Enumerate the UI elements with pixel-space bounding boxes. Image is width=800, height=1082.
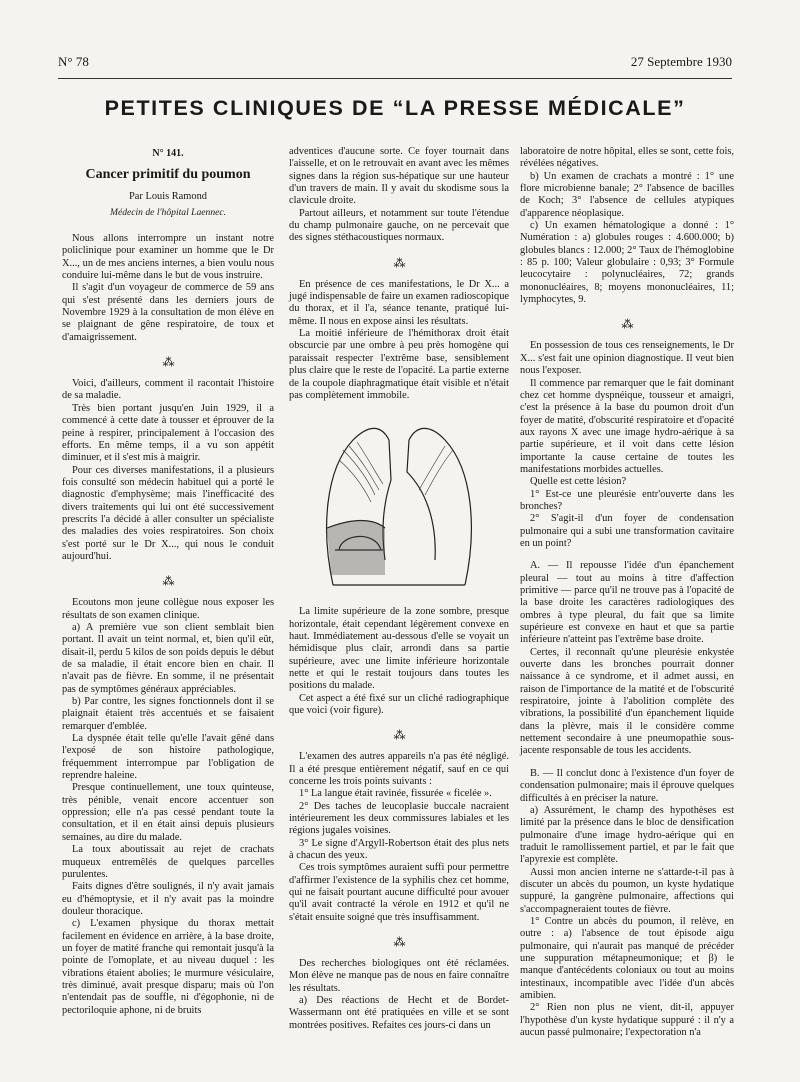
column-3 [520, 146, 734, 1039]
paragraph: a) A première vue son client semblait bien portant. Il avait un teint normal, et, bien qu'il eût, disait-il, perdu 5 kilos de son poids depuis le début de sa maladie, il était encore bien en chair. Il n'avait pas de fièvre. En somme, il ne présentait pas de symptômes généraux appréciables. [62, 621, 274, 695]
journal-banner: PETITES CLINIQUES DE “LA PRESSE MÉDICALE” [104, 96, 686, 120]
article-author: Par Louis Ramond [129, 191, 207, 203]
paragraph: Des recherches biologiques ont été réclamées. Mon élève ne manque pas de nous en faire connaître les résultats. [289, 958, 509, 994]
paragraph: La dyspnée était telle qu'elle l'avait gêné dans l'exposé de son histoire pathologique, fréquemment interrompue par l'obligation de reprendre haleine. [62, 733, 274, 782]
paragraph: 2° Des taches de leucoplasie buccale nacraient intérieurement les deux commissures labiales et les régions jugales voisines. [289, 800, 509, 837]
paragraph: 1° Contre un abcès du poumon, il relève, en outre : a) l'absence de tout épisode aigu pulmonaire, qui n'aurait pas manqué de précéder une suppuration métapneumonique; et β) le manque d'antécédents coloniaux ou tout au moins intestinaux, incompatible avec l'idée d'un abcès amibien. [520, 915, 734, 1001]
section-asterism: ⁂ [393, 255, 405, 270]
article-title: Cancer primitif du poumon [85, 167, 251, 183]
paragraph: 1° Est-ce une pleurésie entr'ouverte dans les bronches? [520, 488, 734, 512]
header-rule [58, 78, 732, 79]
paragraph: Ces trois symptômes auraient suffi pour permettre d'affirmer l'existence de la syphilis chez cet homme, qui ne faisait pourtant aucune difficulté pour avouer qu'il avait contracté la vérole en 1912 et qu'il ne s'était ensuite soigné que très insuffisamment. [289, 862, 509, 923]
paragraph: La moitié inférieure de l'hémithorax droit était obscurcie par une ombre à peu près homogène qui paraissait respecter l'extrême base, sensiblement plus claire que le reste de l'opacité. La partie externe de la coupole diaphragmatique était visible et n'était pas complètement immobile. [289, 328, 509, 401]
paragraph: Presque continuellement, une toux quinteuse, très pénible, venait encore accentuer son oppression; elle n'a pas cessé pendant toute la consultation, et il en était ainsi depuis plusieurs semaines, au dire du malade. [62, 782, 274, 843]
paragraph: A. — Il repousse l'idée d'un épanchement pleural — tout au moins à titre d'affection primitive — parce qu'il ne trouve pas à l'opacité de la base droite les caractères radiologiques des ombres à type pleural, du fait que sa limite supérieure est convexe en haut et que sa partie inférieure n'atteint pas l'extrême base droite. [520, 560, 734, 646]
paragraph: Voici, d'ailleurs, comment il racontait l'histoire de sa maladie. [62, 378, 274, 402]
section-asterism: ⁂ [393, 728, 405, 743]
column-2 [289, 146, 509, 1032]
paragraph: 2° S'agit-il d'un foyer de condensation pulmonaire qui a subi une transformation cavitaire en un point? [520, 513, 734, 549]
paragraph: b) Par contre, les signes fonctionnels dont il se plaignait étaient très accentués et se faisaient remarquer d'emblée. [62, 696, 274, 732]
paragraph: c) L'examen physique du thorax mettait facilement en évidence en arrière, à la base droite, un foyer de matité franche qui remontait jusqu'à la pointe de l'omoplate, et au niveau duquel : les vibrations étaient abolies; le murmure vésiculaire, très diminué, avait presque disparu; mais où l'on n'entendait pas de souffle, ni d'égophonie, ni de pectoriloquie aphone, ni de bruits [62, 918, 274, 1016]
section-asterism: ⁂ [162, 574, 174, 589]
paragraph: Certes, il reconnaît qu'une pleurésie enkystée ouverte dans les bronches pourrait donner naissance à ce syndrome, et il admet aussi, en raison de l'importance de la matité et de l'obscurité respiratoire, jointe à l'abolition complète des vibrations, la possibilité d'un épanchement liquide dans la plèvre, mais il le considère comme nettement secondaire à une pneumopathie sous-jacente responsable de tous les accidents. [520, 646, 734, 757]
paragraph: La limite supérieure de la zone sombre, presque horizontale, était cependant légèrement convexe en haut. Immédiatement au-dessous d'elle se voyait un hémidisque plus clair, arrondi dans sa partie supérieure, avec une limite inférieure horizontale nette et qui le restait toujours dans toutes les positions du malade. [289, 606, 509, 692]
paragraph: Faits dignes d'être soulignés, il n'y avait jamais eu d'hémoptysie, et il n'y avait pas la moindre douleur thoracique. [62, 881, 274, 917]
paragraph: 2° Rien non plus ne vient, dit-il, appuyer l'hypothèse d'un kyste hydatique suppuré : il n'y a aucun passé pulmonaire; l'expectoration n'a [520, 1002, 734, 1039]
paragraph: L'examen des autres appareils n'a pas été négligé. Il a été presque entièrement négatif, sauf en ce qui concerne les trois points suivants : [289, 751, 509, 787]
radiograph-figure [313, 410, 485, 598]
left-lung-outline [409, 429, 471, 586]
issue-number: N° 78 [58, 54, 89, 69]
paragraph: La toux aboutissait au rejet de crachats muqueux entremêlés de quelques parcelles purulentes. [62, 844, 274, 880]
paragraph: Cet aspect a été fixé sur un cliché radiographique que voici (voir figure). [289, 692, 509, 716]
paragraph: Quelle est cette lésion? [530, 476, 627, 488]
paragraph: Pour ces diverses manifestations, il a plusieurs fois consulté son médecin habituel qui a porté le diagnostic d'emphysème; mais l'inefficacité des divers traitements qui lui ont été successivement prescrits l'a décidé à aller consulter un spécialiste des maladies des voies respiratoires. Son choix s'est porté sur le Dr X..., qui nous le conduit aujourd'hui. [62, 464, 274, 562]
paragraph: 1° La langue était ravinée, fissurée « ficelée ». [299, 788, 492, 800]
issue-date: 27 Septembre 1930 [630, 54, 732, 69]
paragraph: En présence de ces manifestations, le Dr X... a jugé indispensable de faire un examen radioscopique du thorax, et il l'a, séance tenante, pratiqué lui-même. Il nous en expose ainsi les résultats. [289, 278, 509, 327]
paragraph: B. — Il conclut donc à l'existence d'un foyer de condensation pulmonaire; mais il éprouve quelques difficultés à en préciser la nature. [520, 767, 734, 804]
paragraph: Très bien portant jusqu'en Juin 1929, il a commencé à cette date à tousser et éprouver de la peine à respirer, principalement à l'occasion des efforts. En même temps, il a vu son appétit diminuer, et il s'est mis à maigrir. [62, 402, 274, 464]
paragraph: Partout ailleurs, et notamment sur toute l'étendue du champ pulmonaire gauche, on ne percevait que des signes stéthacoustiques normaux. [289, 207, 509, 244]
paragraph: laboratoire de notre hôpital, elles se sont, cette fois, révélées négatives. [520, 146, 734, 170]
page-header [52, 54, 732, 74]
section-asterism: ⁂ [162, 355, 174, 370]
paragraph: Nous allons interrompre un instant notre policlinique pour examiner un homme que le Dr X..., un de mes anciens internes, a bien voulu nous conduire lui-même dans le but de vous instruire. [62, 233, 274, 282]
paragraph: adventices d'aucune sorte. Ce foyer tournait dans l'aisselle, et on le retrouvait en avant avec les mêmes signes dans la région sus-hépatique sur une hauteur d'un travers de main. Il y avait du skodisme sous la clavicule droite. [289, 146, 509, 207]
section-asterism: ⁂ [393, 935, 405, 950]
article-number: N° 141. [152, 148, 184, 159]
author-affiliation: Médecin de l'hôpital Laennec. [109, 206, 227, 218]
paragraph: Ecoutons mon jeune collègue nous exposer les résultats de son examen clinique. [62, 597, 274, 621]
heart-outline [407, 440, 435, 560]
paragraph: a) Assurément, le champ des hypothèses est limité par la présence dans le bloc de densification pulmonaire d'une image hydro-aérique qui en traduit le ramollissement partiel, et par le fait que l'apyrexie est complète. [520, 804, 734, 866]
paragraph: b) Un examen de crachats a montré : 1° une flore microbienne banale; 2° l'absence de bacilles de Koch; 3° l'absence de cellules atypiques d'apparence néoplasique. [520, 170, 734, 219]
paragraph: Il s'agit d'un voyageur de commerce de 59 ans qui s'est présenté dans les derniers jours de Novembre 1929 à la consultation de mon élève en se plaignant de gêne respiratoire, de toux et d'amaigrissement. [62, 282, 274, 343]
paragraph: Il commence par remarquer que le fait dominant chez cet homme dyspnéique, tousseur et amaigri, c'est la présence à la base du poumon droit d'un foyer de matité, d'obscurité respiratoire et d'opacité aux rayons X avec une image hydro-aérique à sa partie supérieure, et il voit dans cette lésion importante la cause certaine de toutes les manifestations morbides actuelles. [520, 377, 734, 475]
paragraph: En possession de tous ces renseignements, le Dr X... s'est fait une opinion diagnostique. Il veut bien nous l'exposer. [520, 340, 734, 377]
column-1 [62, 146, 274, 1017]
paragraph: 3° Le signe d'Argyll-Robertson était des plus nets à chacun des yeux. [289, 837, 509, 862]
paragraph: c) Un examen hématologique a donné : 1° Numération : a) globules rouges : 4.600.000; b) globules blancs : 12.000; 2° Taux de l'hémoglobine : 85 p. 100; Valeur globulaire : 0,93; 3° Formule leucocytaire : polynucléaires, 72; grands mononucléaires, 8; moyens mononucléaires, 11; lymphocytes, 9. [520, 220, 734, 306]
chest-xray-drawing [313, 410, 485, 598]
paragraph: a) Des réactions de Hecht et de Bordet-Wassermann ont été pratiquées en ville et se sont montrées positives. Refaites ces jours-ci dans un [289, 995, 509, 1031]
section-asterism: ⁂ [621, 317, 633, 332]
paragraph: Aussi mon ancien interne ne s'attarde-t-il pas à discuter un abcès du poumon, un kyste hydatique suppuré, la gangrène pulmonaire, affections qui s'accompagneraient toutes de fièvre. [520, 866, 734, 915]
